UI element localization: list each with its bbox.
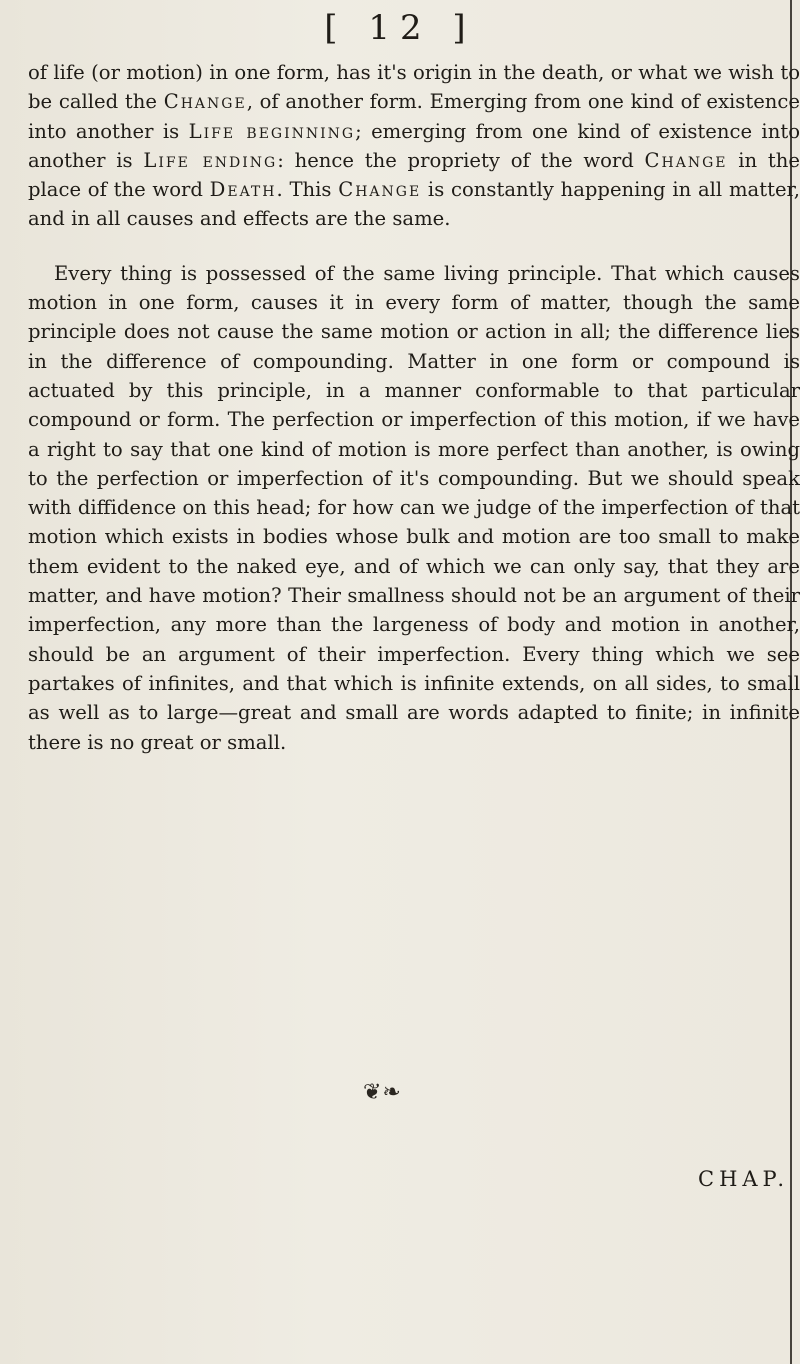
text-segment: . This [276,178,339,202]
small-caps-term: Change [338,178,422,202]
text-segment: : hence the propriety of the word [277,148,645,172]
small-caps-term: Death [209,178,277,202]
catchword: CHAP. [698,1167,790,1191]
body-text [28,58,800,757]
text-segment: , of another form. Emerging from one kind of existence into another is [28,90,800,143]
text-segment: ; emerging from one kind of existence into another is [28,119,800,172]
ornament-fleuron-icon: ❦❧ [363,1080,402,1105]
text-segment: Every thing is possessed of the same living principle. That which causes motion in one form, causes it in every form of matter, though the same principle does not cause the same motion or action in all; the difference lies in the difference of compounding. Matter in one form or compound is actuated by this principle, in a manner conformable to that particular compound or form. The perfection or imperfection of this motion, if we have a right to say that one kind of motion is more perfect than another, is owing to the perfection or imperfection of it's compounding. But we should speak with diffidence on this head; for how can we judge of the imperfection of that motion which exists in bodies whose bulk and motion are too small to make them evident to the naked eye, and of which we can only say, that they are matter, and have motion? Their smallness should not be an argument of their imperfection, any more than the largeness of body and motion in another, should be an argument of their imperfection. Every thing which we see partakes of infinites, and that which is infinite extends, on all sides, to small as well as to large—great and small are words adapted to finite; in infinite there is no great or small. [28,261,800,754]
small-caps-term: Life ending [143,148,278,172]
text-segment: is constantly happening in all matter, and in all causes and effects are the same. [28,178,800,231]
small-caps-term: Change [644,148,728,172]
text-segment: of life (or motion) in one form, has it's origin in the death, or what we wish to be called the [28,61,800,114]
page-number: [ 12 ] [324,8,476,48]
paragraph-2 [28,259,800,757]
text-segment: in the place of the word [28,148,800,202]
small-caps-term: Life beginning [188,119,356,143]
small-caps-term: Change [163,90,247,114]
paragraph-1 [28,58,800,234]
